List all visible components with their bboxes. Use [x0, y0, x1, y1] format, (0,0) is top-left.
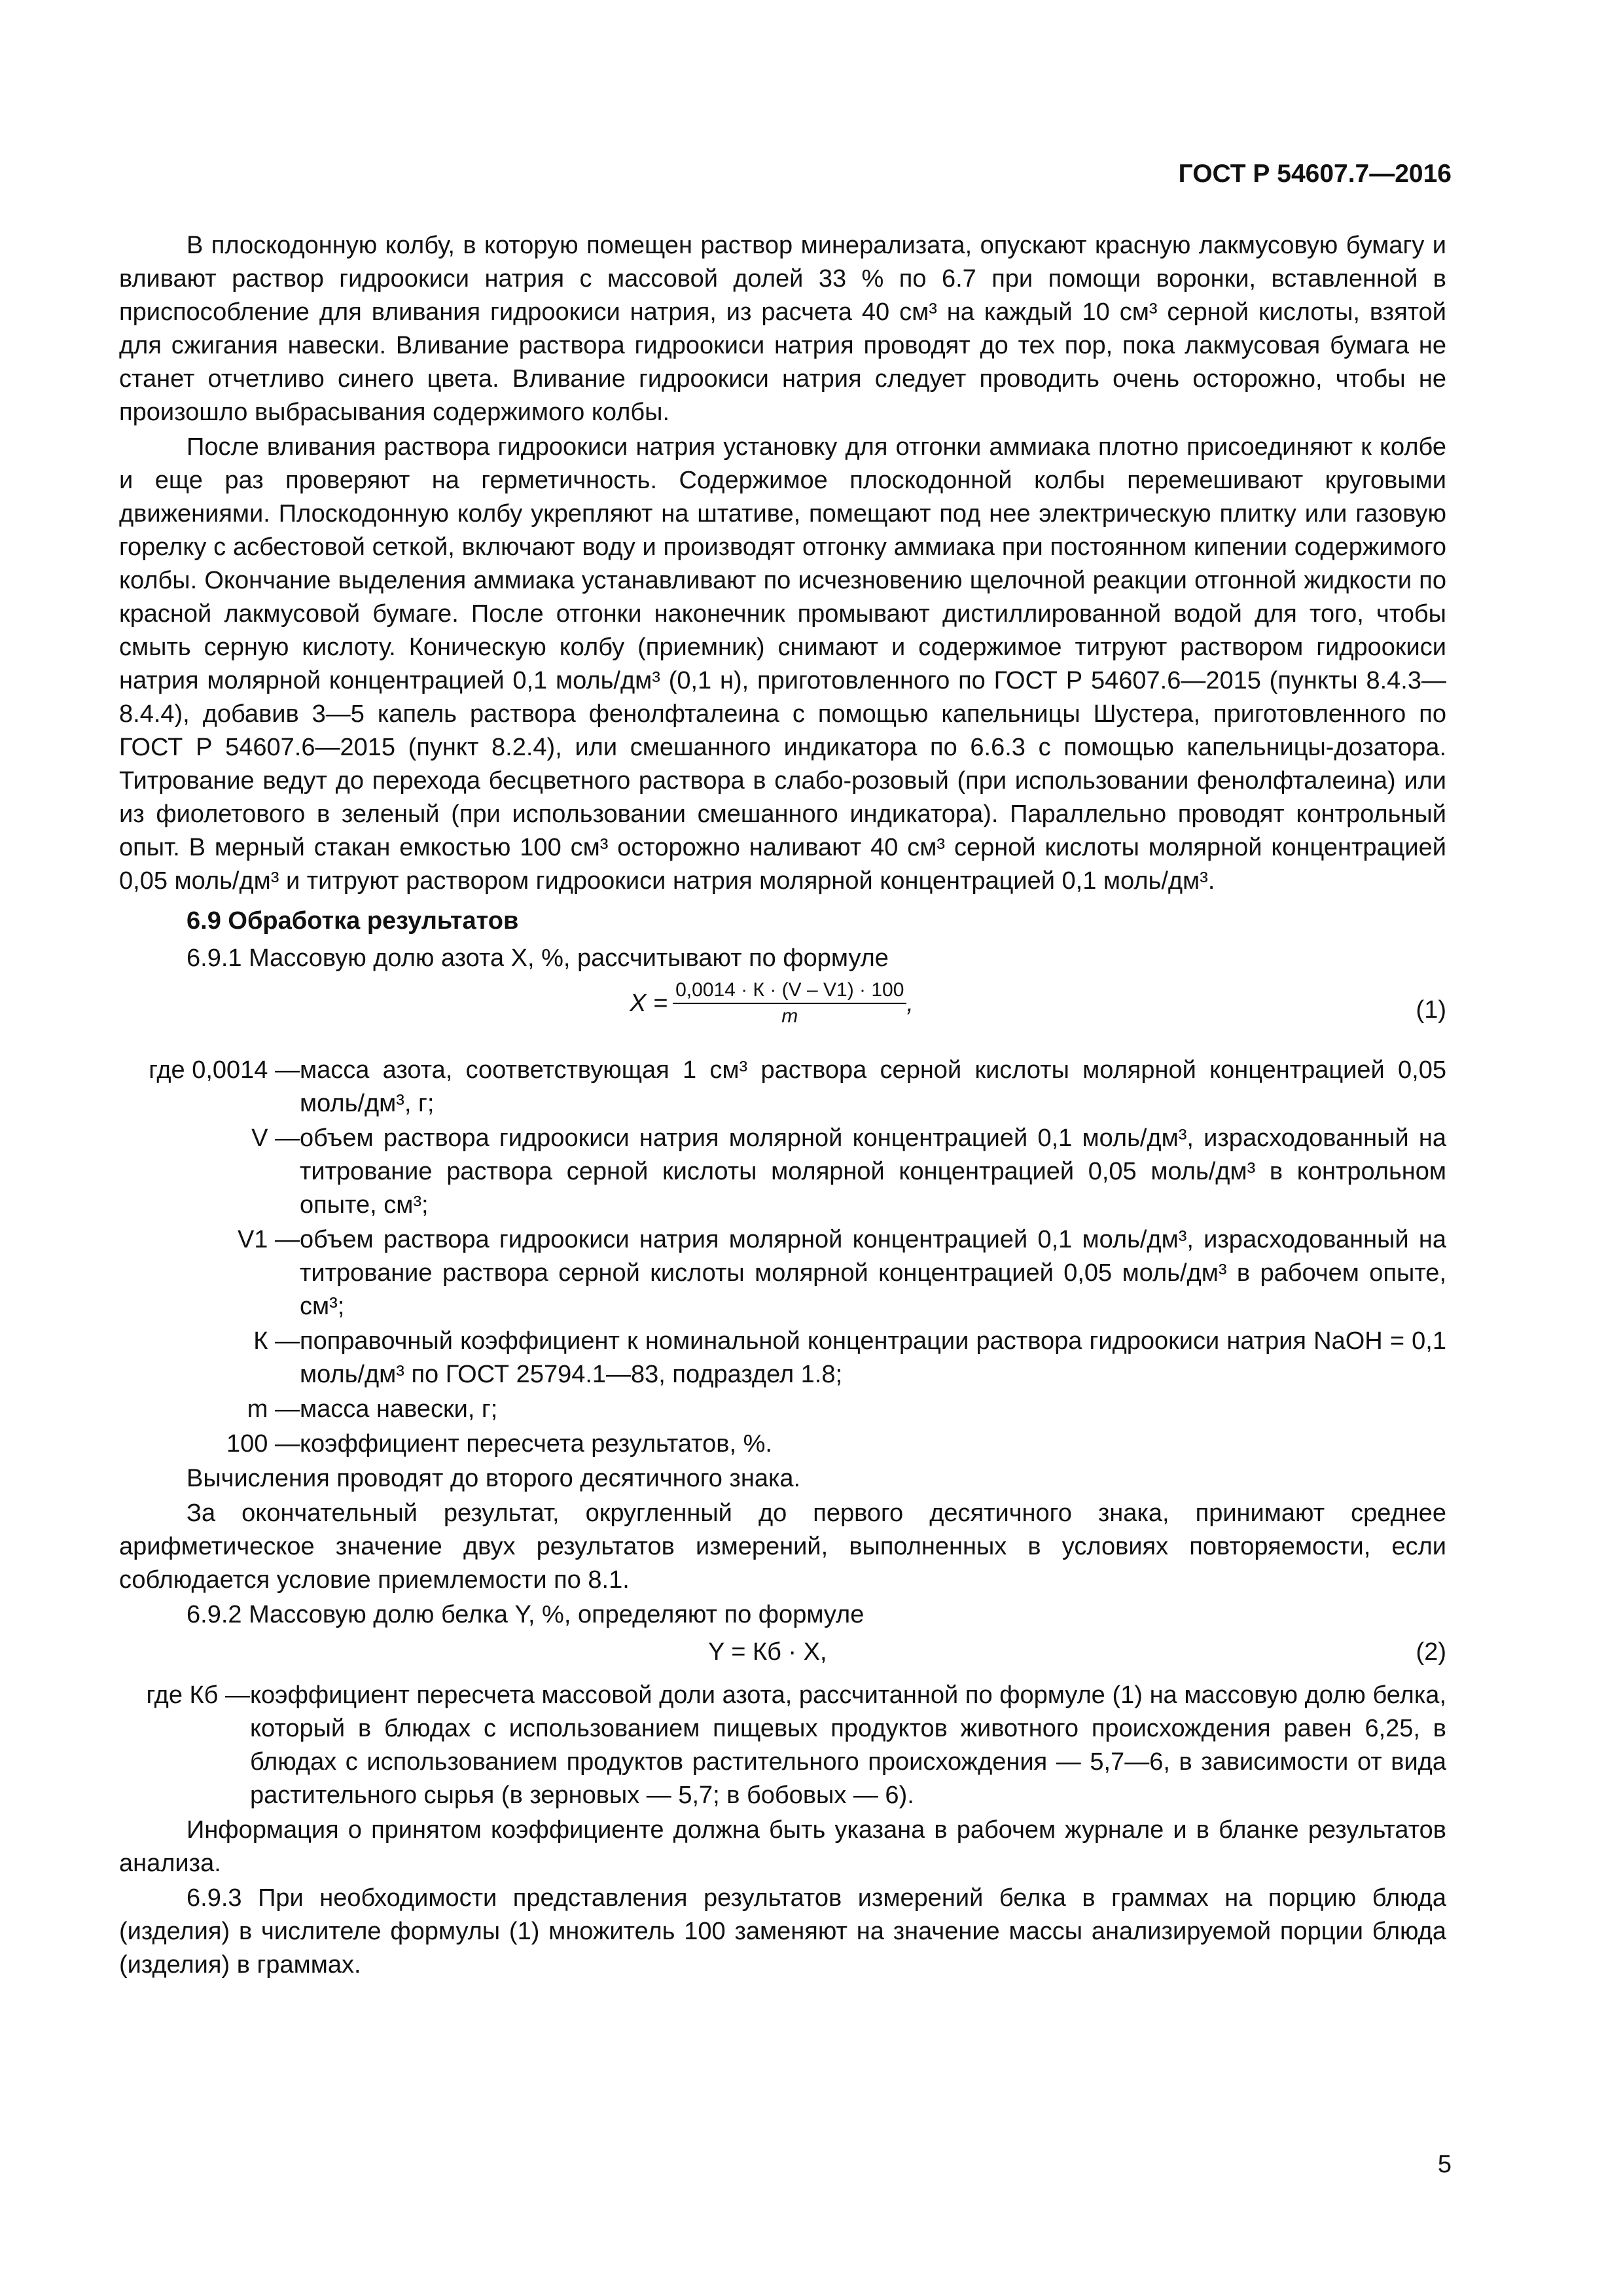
definition-text: масса азота, соответствующая 1 см³ раствора серной кислоты молярной концентрацией 0,05 моль/дм³, г; [300, 1056, 1446, 1117]
definition-item [119, 1325, 1446, 1391]
formula-1-number: (1) [1416, 996, 1446, 1024]
formula-1-numerator: 0,0014 · К · (V – V1) · 100 [673, 978, 906, 1004]
definition-item [119, 1122, 1446, 1222]
paragraph-6-9-3: 6.9.3 При необходимости представления результатов измерений белка в граммах на порцию блюда (изделия) в числителе формулы (1) множитель 100 заменяют на значение массы анализируемой порции блюда (изделия) в граммах. [119, 1884, 1446, 1979]
definition-term: К — [253, 1327, 300, 1355]
definition-item [119, 1427, 1446, 1461]
definition-text: коэффициент пересчета результатов, %. [300, 1430, 772, 1458]
definition-text: поправочный коэффициент к номинальной концентрации раствора гидроокиси натрия NaOH = 0,1 моль/дм³ по ГОСТ 25794.1—83, подраздел 1.8; [300, 1327, 1446, 1388]
section-heading: 6.9 Обработка результатов [187, 907, 519, 935]
definitions-list-2 [119, 1679, 1446, 1812]
formula-1-denominator: m [781, 1005, 798, 1027]
definition-item [119, 1054, 1446, 1121]
definition-term: где Кб — [146, 1681, 250, 1709]
paragraph-calculation: Вычисления проводят до второго десятичного знака. [187, 1465, 801, 1492]
definition-text: коэффициент пересчета массовой доли азота, рассчитанной по формуле (1) на массовую долю белка, который в блюдах с использованием пищевых продуктов животного происхождения равен 6,25, в блюдах с использованием продуктов растительного происхождения — 5,7—6, в зависимости от вида растительного сырья (в зерновых — 5,7; в бобовых — 6). [250, 1681, 1446, 1809]
paragraph-final-result: За окончательный результат, округленный до первого десятичного знака, принимают среднее арифметическое значение двух результатов измерений, выполненных в условиях повторяемости, если соблюдается условие приемлемости по 8.1. [119, 1499, 1446, 1594]
definition-term: где 0,0014 — [149, 1056, 300, 1084]
definition-text: масса навески, г; [300, 1395, 498, 1423]
page-number: 5 [1437, 2151, 1452, 2178]
formula-2 [119, 1636, 1446, 1675]
definition-item [119, 1393, 1446, 1426]
formula-1 [119, 978, 1446, 1050]
formula-2-number: (2) [1416, 1638, 1446, 1666]
formula-2-expression: Y = Кб · X, [708, 1638, 827, 1666]
paragraph-6-9-1: 6.9.1 Массовую долю азота X, %, рассчитывают по формуле [187, 944, 889, 972]
definitions-list-1 [119, 1054, 1446, 1461]
formula-1-lhs: X = [630, 989, 668, 1017]
paragraph-6-9-2: 6.9.2 Массовую долю белка Y, %, определяют по формуле [187, 1601, 865, 1628]
definition-term: 100 — [226, 1430, 300, 1458]
formula-1-fraction [673, 978, 906, 1029]
definition-term: V1 — [237, 1226, 300, 1253]
definition-text: объем раствора гидроокиси натрия молярной концентрацией 0,1 моль/дм³, израсходованный на титрование раствора серной кислоты молярной концентрацией 0,05 моль/дм³ в рабочем опыте, см³; [300, 1226, 1446, 1320]
paragraph-mineralizate: В плоскодонную колбу, в которую помещен раствор минерализата, опускают красную лакмусовую бумагу и вливают раствор гидроокиси натрия с массовой долей 33 % по 6.7 при помощи воронки, вставленной в приспособление для вливания гидроокиси натрия, из расчета 40 см³ на каждый 10 см³ серной кислоты, взятой для сжигания навески. Вливание раствора гидроокиси натрия проводят до тех пор, пока лакмусовая бумага не станет отчетливо синего цвета. Вливание гидроокиси натрия следует проводить очень осторожно, чтобы не произошло выбрасывания содержимого колбы. [119, 232, 1446, 426]
formula-1-tail: , [906, 989, 914, 1017]
definition-text: объем раствора гидроокиси натрия молярной концентрацией 0,1 моль/дм³, израсходованный на титрование раствора серной кислоты молярной концентрацией 0,05 моль/дм³ в контрольном опыте, см³; [300, 1124, 1446, 1219]
paragraph-coefficient-info: Информация о принятом коэффициенте должна быть указана в рабочем журнале и в бланке результатов анализа. [119, 1816, 1446, 1877]
paragraph-distillation: После вливания раствора гидроокиси натрия установку для отгонки аммиака плотно присоединяют к колбе и еще раз проверяют на герметичность. Содержимое плоскодонной колбы перемешивают круговыми движениями. Плоскодонную колбу укрепляют на штативе, помещают под нее электрическую плитку или газовую горелку с асбестовой сеткой, включают воду и производят отгонку аммиака при постоянном кипении содержимого колбы. Окончание выделения аммиака устанавливают по исчезновению щелочной реакции отгонной жидкости по красной лакмусовой бумаге. После отгонки наконечник промывают дистиллированной водой для того, чтобы смыть серную кислоту. Коническую колбу (приемник) снимают и содержимое титруют раствором гидроокиси натрия молярной концентрацией 0,1 моль/дм³ (0,1 н), приготовленного по ГОСТ Р 54607.6—2015 (пункты 8.4.3—8.4.4), добавив 3—5 капель раствора фенолфталеина с помощью капельницы Шустера, приготовленного по ГОСТ Р 54607.6—2015 (пункт 8.2.4), или смешанного индикатора по 6.6.3 с помощью капельницы-дозатора. Титрование ведут до перехода бесцветного раствора в слабо-розовый (при использовании фенолфталеина) или из фиолетового в зеленый (при использовании смешанного индикатора). Параллельно проводят контрольный опыт. В мерный стакан емкостью 100 см³ осторожно наливают 40 см³ серной кислоты молярной концентрацией 0,05 моль/дм³ и титруют раствором гидроокиси натрия молярной концентрацией 0,1 моль/дм³. [119, 433, 1446, 895]
definition-term: V — [251, 1124, 300, 1152]
definition-term: m — [247, 1395, 300, 1423]
definition-item [119, 1223, 1446, 1323]
formula-1-expression [630, 978, 914, 1029]
document-header: ГОСТ Р 54607.7—2016 [1178, 160, 1452, 188]
document-body [119, 229, 1446, 1983]
definition-item [119, 1679, 1446, 1812]
